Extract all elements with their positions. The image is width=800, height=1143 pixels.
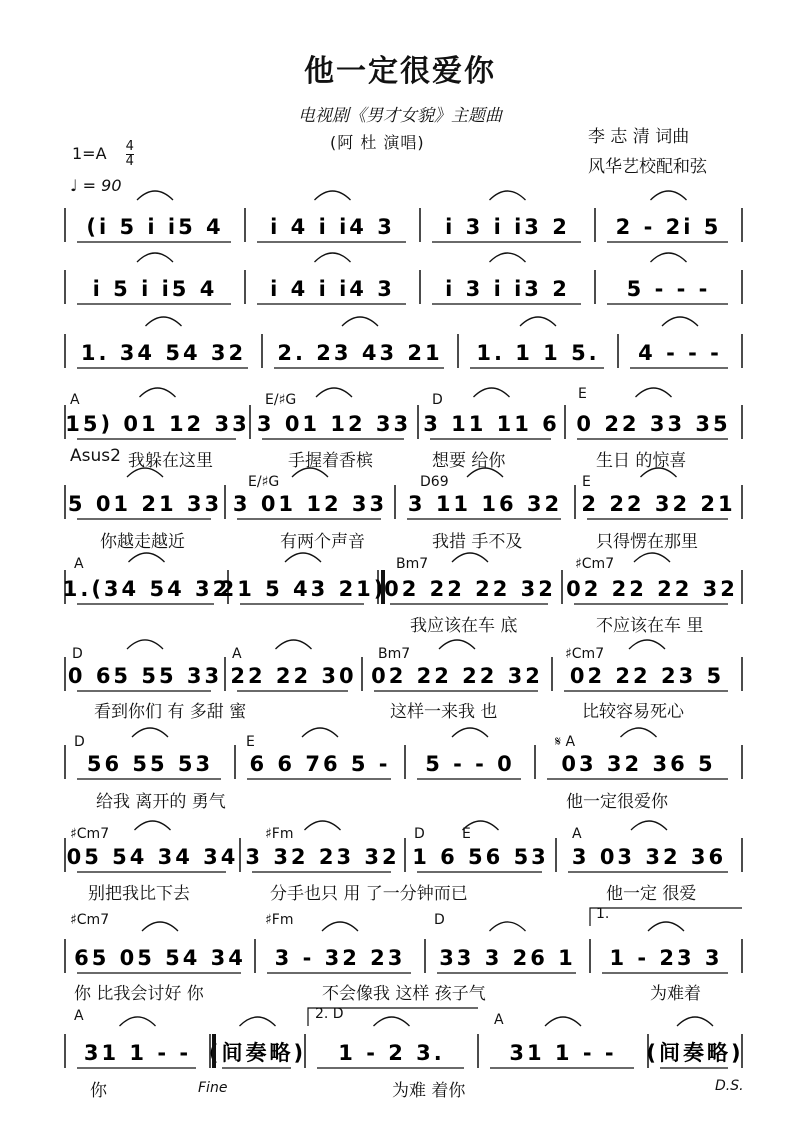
slur [631,821,667,830]
ds-marker: D.S. [715,1078,744,1094]
slur [677,1017,713,1026]
measure-notes: 3 11 11 6 [423,412,560,436]
slur [342,317,378,326]
slur [634,553,670,562]
fine-marker: Fine [198,1080,228,1096]
slur [276,640,312,649]
slur [137,253,173,262]
measure-notes: 15) 01 12 33 [65,412,250,436]
slur [146,317,182,326]
measure-notes: 02 22 22 32 [371,664,543,688]
chord-symbol: 1. [596,906,610,922]
measure-notes: i 4 i i4 3 [270,215,395,239]
chord-symbol: D [72,646,83,662]
lyric-line: 有两个声音 [280,532,365,552]
measure-notes: 3 01 12 33 [232,492,388,516]
slur [132,728,168,737]
measure-notes: 1 - 23 3 [609,946,723,970]
measure-notes: i 4 i i4 3 [270,277,395,301]
measure-notes: 5 - - - [626,277,711,301]
lyric-line: 分手也只 用 了一分钟而已 [270,884,468,904]
slur [651,253,687,262]
measure-notes: 6 6 76 5 - [249,752,391,776]
lyric-line: 为难着 [650,984,701,1004]
chord-symbol: ♯Cm7 [575,556,615,572]
measure-notes: 3 01 12 33 [256,412,412,436]
lyric-line: 别把我比下去 [88,884,190,904]
measure-notes: 3 - 32 23 [274,946,406,970]
lyricist-credit: 李 志 清 词曲 [588,127,690,147]
chord-symbol: Bm7 [396,556,429,572]
slur [127,640,163,649]
lyric-line: 为难 着你 [392,1081,466,1101]
measure-notes: 1 6 56 53 [412,845,549,869]
lyric-line: 这样一来我 也 [390,702,498,722]
measure-notes: i 3 i i3 2 [445,277,570,301]
chord-symbol: ♯Fm [265,826,294,842]
chord-symbol: D [434,912,445,928]
chord-symbol: D69 [420,474,449,490]
measure-notes: 2 - 2i 5 [615,215,722,239]
slur [621,728,657,737]
lyric-line: 他一定很爱你 [566,792,668,812]
measure-notes: 3 32 23 32 [245,845,400,869]
lyric-line: 生日 的惊喜 [596,451,687,471]
lyric-line: 不应该在车 里 [596,616,704,636]
lyric-line: 看到你们 有 多甜 蜜 [94,702,247,722]
chord-symbol: ♯Cm7 [70,912,110,928]
measure-notes: 03 32 36 5 [561,752,716,776]
chord-symbol: A [232,646,242,662]
measure-notes: 3 11 16 32 [407,492,563,516]
measure-notes: 33 3 26 1 [439,946,576,970]
chord-symbol: E [582,474,591,490]
chord-symbol: ♯Cm7 [565,646,605,662]
lyric-line: 他一定 很爱 [606,884,697,904]
measure-notes: 31 1 - - [83,1041,192,1065]
slur [316,388,352,397]
lyric-line: 你 比我会讨好 你 [74,984,204,1004]
measure-notes: 2 22 32 21 [581,492,736,516]
slur [240,1017,276,1026]
slur [439,640,475,649]
measure-notes: 1. 1 1 5. [476,341,600,365]
measure-notes: 0 22 33 35 [576,412,731,436]
time-sig-top: 4 [125,139,134,154]
measure-notes: 5 - - 0 [425,752,515,776]
lyric-line: 手握着香槟 [288,451,373,471]
measure-notes: 02 22 22 32 [384,577,556,601]
slur [140,388,176,397]
quarter-note-icon: ♩ [70,176,78,195]
slur [285,553,321,562]
chord-symbol: D [414,826,425,842]
singer-credit: (阿 杜 演唱) [330,133,425,152]
measure-notes: 21 5 43 21) [219,577,387,601]
lyric-line: 想要 给你 [432,451,506,471]
measure-notes: 02 22 22 32 [566,577,738,601]
chord-symbol: E/♯G [248,474,280,490]
slur [490,922,526,931]
measure-notes: i 3 i i3 2 [445,215,570,239]
slur [315,253,351,262]
chord-symbol: D [74,734,85,750]
chord-symbol: D [432,392,443,408]
slur [305,821,341,830]
measure-notes: 3 03 32 36 [571,845,727,869]
slur [322,922,358,931]
measure-notes: (i 5 i i5 4 [86,215,224,239]
lyric-line: 比较容易死心 [582,702,684,722]
chord-symbol: ♯Fm [265,912,294,928]
song-subtitle: 电视剧《男才女貌》主题曲 [298,106,502,126]
chord-symbol: Bm7 [378,646,411,662]
time-sig-bottom: 4 [125,154,134,169]
lyric-line: 给我 离开的 勇气 [96,792,226,812]
arranger-credit: 风华艺校配和弦 [588,157,707,177]
slur [452,553,488,562]
slur [452,728,488,737]
slur [545,1017,581,1026]
volta-1-bracket [590,908,742,926]
slur [137,191,173,200]
slur [135,821,171,830]
slur [374,1017,410,1026]
slur [651,191,687,200]
lyric-line: 你越走越近 [100,532,185,552]
measure-notes: 65 05 54 34 [74,946,246,970]
measure-notes: 1 - 2 3. [338,1041,445,1065]
chord-symbol: ♯Cm7 [70,826,110,842]
slur [490,191,526,200]
measure-notes: 02 22 23 5 [569,664,725,688]
slur [474,388,510,397]
measure-notes: 0 65 55 33 [67,664,223,688]
chord-symbol: A [74,1008,84,1024]
lyric-line: 我应该在车 底 [410,616,518,636]
slur [636,388,672,397]
slur [490,253,526,262]
chord-symbol: E [246,734,255,750]
chord-symbol: A [494,1012,504,1028]
chord-symbol: A [70,392,80,408]
measure-notes: 5 01 21 33 [67,492,223,516]
slur [129,553,165,562]
chord-symbol: E [578,386,587,402]
chord-symbol: A [74,556,84,572]
slur [662,317,698,326]
slur [520,317,556,326]
measure-notes: i 5 i i5 4 [92,277,218,301]
chord-symbol: E/♯G [265,392,297,408]
slur [648,922,684,931]
measure-notes: 4 - - - [638,341,722,365]
slur [302,728,338,737]
measure-notes: 1. 34 54 32 [80,341,247,365]
lyric-line: 我措 手不及 [432,532,523,552]
slur [120,1017,156,1026]
measure-notes: 05 54 34 34 [66,845,239,869]
song-title: 他一定很爱你 [304,54,496,89]
lyric-line: 只得愣在那里 [596,532,698,552]
measure-notes: 2. 23 43 21 [277,341,443,365]
slur [142,922,178,931]
slur [629,640,665,649]
measure-notes: 22 22 30 [230,664,357,688]
measure-notes: 1.(34 54 32 [62,577,231,601]
measure-notes: 31 1 - - [509,1041,617,1065]
chord-symbol: 𝄋 A [555,734,576,750]
measure-notes: (间奏略) [646,1041,744,1065]
lyric-line: 你 [90,1081,107,1101]
lyric-line: Asus2 [70,446,121,466]
slur [315,191,351,200]
chord-symbol: E [462,826,471,842]
chord-symbol: A [572,826,582,842]
chord-symbol: 2. D [315,1006,344,1022]
measure-notes: 56 55 53 [86,752,214,776]
lyric-line: 不会像我 这样 孩子气 [322,984,486,1004]
tempo-value: = 90 [82,176,122,195]
measure-notes: (间奏略) [208,1041,307,1065]
key-label: 1=A [72,144,107,163]
lyric-line: 我躲在这里 [128,451,213,471]
